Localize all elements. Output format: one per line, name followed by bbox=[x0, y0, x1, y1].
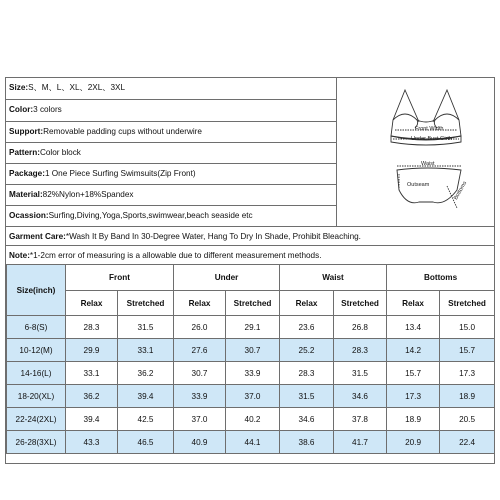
spec-material-value: 82%Nylon+18%Spandex bbox=[42, 189, 134, 199]
spec-occasion-value: Surfing,Diving,Yoga,Sports,swimwear,beach seaside etc bbox=[48, 210, 253, 220]
sub-header-stretched: Stretched bbox=[334, 291, 387, 316]
cell: 18.9 bbox=[440, 385, 495, 408]
cell: 28.3 bbox=[334, 339, 387, 362]
spec-pattern-value: Color block bbox=[39, 147, 81, 157]
spec-material bbox=[6, 185, 336, 206]
sub-header-stretched: Stretched bbox=[226, 291, 280, 316]
swimsuit-diagram-icon bbox=[337, 78, 494, 226]
garment-care-row bbox=[6, 226, 494, 246]
sub-header-relax: Relax bbox=[174, 291, 226, 316]
size-header: Size(inch) bbox=[7, 265, 66, 316]
cell: 28.3 bbox=[280, 362, 334, 385]
swimsuit-illustration bbox=[337, 78, 494, 226]
cell: 40.9 bbox=[174, 431, 226, 454]
group-header-front: Front bbox=[66, 265, 174, 291]
sub-header-stretched: Stretched bbox=[118, 291, 174, 316]
cell: 36.2 bbox=[66, 385, 118, 408]
cell: 31.5 bbox=[280, 385, 334, 408]
cell: 20.5 bbox=[440, 408, 495, 431]
sub-header-stretched: Stretched bbox=[440, 291, 495, 316]
label-outseam: Outseam bbox=[407, 182, 430, 188]
table-row bbox=[7, 408, 495, 431]
cell: 27.6 bbox=[174, 339, 226, 362]
label-under-bust: Under Bust Girth bbox=[411, 136, 452, 142]
cell: 43.3 bbox=[66, 431, 118, 454]
group-header-under: Under bbox=[174, 265, 280, 291]
group-header-waist: Waist bbox=[280, 265, 387, 291]
spec-support bbox=[6, 122, 336, 143]
spec-list bbox=[6, 78, 336, 226]
cell: 36.2 bbox=[118, 362, 174, 385]
table-row bbox=[7, 316, 495, 339]
cell: 30.7 bbox=[226, 339, 280, 362]
spec-support-value: Removable padding cups without underwire bbox=[43, 126, 202, 136]
label-waist: Waist bbox=[421, 161, 435, 167]
care-value: *Wash It By Band In 30-Degree Water, Hang To Dry In Shade, Prohibit Bleaching. bbox=[65, 231, 361, 241]
spec-size-value: S、M、L、XL、2XL、3XL bbox=[28, 83, 126, 93]
row-size: 10-12(M) bbox=[7, 339, 66, 362]
spec-support-key: Support: bbox=[9, 126, 44, 136]
cell: 15.0 bbox=[440, 316, 495, 339]
cell: 33.9 bbox=[174, 385, 226, 408]
measurement-table bbox=[6, 264, 495, 454]
row-size: 18-20(XL) bbox=[7, 385, 66, 408]
cell: 25.2 bbox=[280, 339, 334, 362]
cell: 37.0 bbox=[226, 385, 280, 408]
cell: 41.7 bbox=[334, 431, 387, 454]
label-bottoms: Bottoms bbox=[453, 180, 469, 201]
spec-pattern-key: Pattern: bbox=[9, 147, 40, 157]
cell: 34.6 bbox=[334, 385, 387, 408]
spec-pattern bbox=[6, 143, 336, 164]
cell: 20.9 bbox=[387, 431, 440, 454]
spec-package bbox=[6, 164, 336, 185]
care-key: Garment Care: bbox=[9, 231, 66, 241]
spec-color-value: 3 colors bbox=[33, 105, 62, 115]
cell: 30.7 bbox=[174, 362, 226, 385]
spec-color-key: Color: bbox=[9, 105, 34, 115]
sub-header-relax: Relax bbox=[387, 291, 440, 316]
cell: 33.1 bbox=[118, 339, 174, 362]
cell: 15.7 bbox=[440, 339, 495, 362]
cell: 28.3 bbox=[66, 316, 118, 339]
note-row bbox=[6, 246, 494, 264]
row-size: 6-8(S) bbox=[7, 316, 66, 339]
table-row bbox=[7, 385, 495, 408]
cell: 37.8 bbox=[334, 408, 387, 431]
cell: 18.9 bbox=[387, 408, 440, 431]
row-size: 14-16(L) bbox=[7, 362, 66, 385]
spec-material-key: Material: bbox=[9, 189, 43, 199]
spec-occasion bbox=[6, 206, 336, 226]
table-row bbox=[7, 362, 495, 385]
cell: 46.5 bbox=[118, 431, 174, 454]
note-value: *1-2cm error of measuring is a allowable due to different measurement methods. bbox=[29, 250, 322, 260]
cell: 37.0 bbox=[174, 408, 226, 431]
cell: 17.3 bbox=[387, 385, 440, 408]
cell: 33.9 bbox=[226, 362, 280, 385]
table-header-sub bbox=[7, 291, 495, 316]
spec-size-key: Size: bbox=[9, 83, 29, 93]
cell: 40.2 bbox=[226, 408, 280, 431]
group-header-bottoms: Bottoms bbox=[387, 265, 495, 291]
table-row bbox=[7, 339, 495, 362]
table-header-groups bbox=[7, 265, 495, 291]
cell: 31.5 bbox=[118, 316, 174, 339]
sub-header-relax: Relax bbox=[280, 291, 334, 316]
cell: 26.8 bbox=[334, 316, 387, 339]
spec-package-key: Package: bbox=[9, 168, 45, 178]
cell: 29.9 bbox=[66, 339, 118, 362]
cell: 39.4 bbox=[66, 408, 118, 431]
cell: 23.6 bbox=[280, 316, 334, 339]
cell: 29.1 bbox=[226, 316, 280, 339]
cell: 13.4 bbox=[387, 316, 440, 339]
note-key: Note: bbox=[9, 250, 30, 260]
size-chart-sheet bbox=[5, 77, 495, 464]
spec-color bbox=[6, 100, 336, 122]
cell: 17.3 bbox=[440, 362, 495, 385]
cell: 31.5 bbox=[334, 362, 387, 385]
cell: 44.1 bbox=[226, 431, 280, 454]
cell: 39.4 bbox=[118, 385, 174, 408]
spec-package-value: 1 One Piece Surfing Swimsuits(Zip Front) bbox=[44, 168, 196, 178]
cell: 42.5 bbox=[118, 408, 174, 431]
cell: 38.6 bbox=[280, 431, 334, 454]
sub-header-relax: Relax bbox=[66, 291, 118, 316]
cell: 26.0 bbox=[174, 316, 226, 339]
row-size: 22-24(2XL) bbox=[7, 408, 66, 431]
cell: 14.2 bbox=[387, 339, 440, 362]
spec-size bbox=[6, 78, 336, 100]
cell: 15.7 bbox=[387, 362, 440, 385]
table-row bbox=[7, 431, 495, 454]
label-front-width: Front Width bbox=[415, 126, 444, 132]
row-size: 26-28(3XL) bbox=[7, 431, 66, 454]
cell: 34.6 bbox=[280, 408, 334, 431]
cell: 22.4 bbox=[440, 431, 495, 454]
cell: 33.1 bbox=[66, 362, 118, 385]
spec-occasion-key: Ocassion: bbox=[9, 210, 49, 220]
